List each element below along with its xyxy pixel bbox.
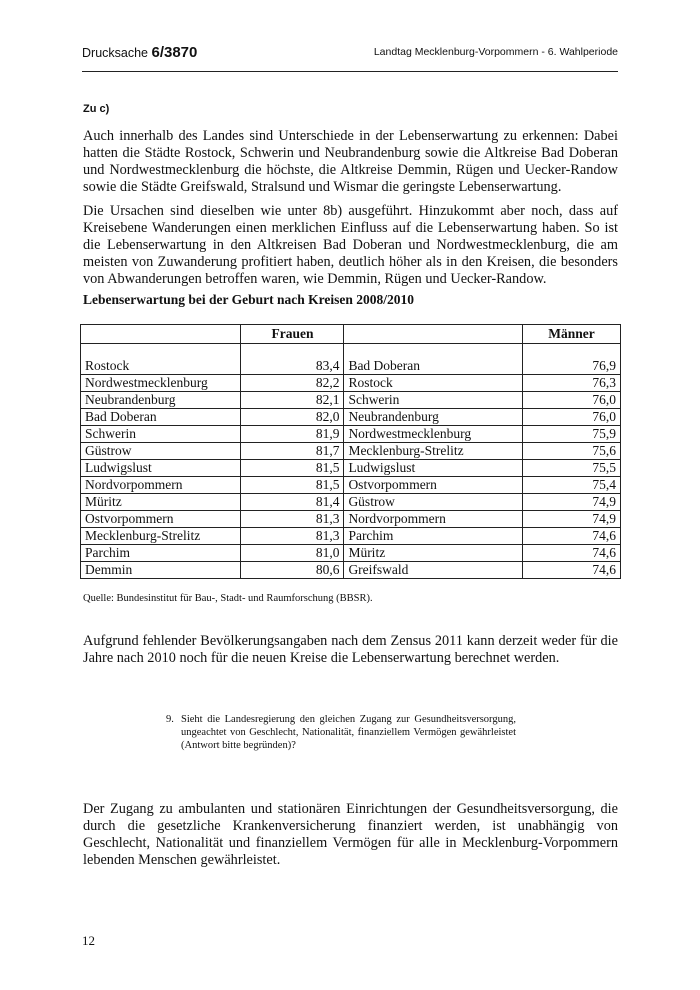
table-row xyxy=(81,358,621,375)
table-row xyxy=(81,477,621,494)
table-spacer-row xyxy=(81,344,621,359)
men-district: Rostock xyxy=(344,375,523,392)
women-district: Nordvorpommern xyxy=(81,477,241,494)
table-row xyxy=(81,409,621,426)
table-row xyxy=(81,460,621,477)
women-district: Mecklenburg-Strelitz xyxy=(81,528,241,545)
table-row xyxy=(81,494,621,511)
men-district: Güstrow xyxy=(344,494,523,511)
men-district: Greifswald xyxy=(344,562,523,579)
page-number: 12 xyxy=(82,933,95,948)
header-rule xyxy=(82,71,618,72)
men-district: Ludwigslust xyxy=(344,460,523,477)
men-value: 74,9 xyxy=(523,511,621,528)
table-row xyxy=(81,375,621,392)
women-district: Parchim xyxy=(81,545,241,562)
table-header-empty xyxy=(81,325,241,344)
men-district: Schwerin xyxy=(344,392,523,409)
women-district: Schwerin xyxy=(81,426,241,443)
table-row xyxy=(81,392,621,409)
men-district: Neubrandenburg xyxy=(344,409,523,426)
men-value: 74,6 xyxy=(523,528,621,545)
section-subheading: Zu c) xyxy=(83,103,110,115)
men-value: 75,9 xyxy=(523,426,621,443)
women-value: 82,2 xyxy=(241,375,344,392)
parliament-title: Landtag Mecklenburg-Vorpommern - 6. Wahlperiode xyxy=(373,46,618,58)
men-district: Mecklenburg-Strelitz xyxy=(344,443,523,460)
men-value: 76,3 xyxy=(523,375,621,392)
men-district: Nordvorpommern xyxy=(344,511,523,528)
table-row xyxy=(81,426,621,443)
table-title: Lebenserwartung bei der Geburt nach Kreisen 2008/2010 xyxy=(83,292,414,307)
question-block xyxy=(166,713,516,752)
women-value: 81,5 xyxy=(241,477,344,494)
women-value: 81,7 xyxy=(241,443,344,460)
women-district: Demmin xyxy=(81,562,241,579)
men-value: 75,5 xyxy=(523,460,621,477)
men-value: 74,9 xyxy=(523,494,621,511)
page-header xyxy=(82,44,618,70)
men-value: 74,6 xyxy=(523,562,621,579)
men-value: 76,0 xyxy=(523,409,621,426)
women-value: 81,4 xyxy=(241,494,344,511)
table-row xyxy=(81,562,621,579)
table-row xyxy=(81,528,621,545)
men-value: 76,0 xyxy=(523,392,621,409)
women-value: 80,6 xyxy=(241,562,344,579)
men-value: 76,9 xyxy=(523,358,621,375)
men-district: Bad Doberan xyxy=(344,358,523,375)
men-district: Müritz xyxy=(344,545,523,562)
table-header-empty xyxy=(344,325,523,344)
document-number-value: 6/3870 xyxy=(151,44,198,61)
men-value: 75,6 xyxy=(523,443,621,460)
document-number xyxy=(82,44,197,61)
answer-paragraph: Der Zugang zu ambulanten und stationären Einrichtungen der Gesundheitsversorgung, die durch die gesetzliche Krankenversicherung finanziert werden, ist unabhängig von Geschlecht, Nationalität und finanziellem Vermögen für alle in Mecklenburg-Vorpommern lebenden Menschen gewährleistet. xyxy=(83,801,618,868)
women-value: 81,9 xyxy=(241,426,344,443)
women-district: Müritz xyxy=(81,494,241,511)
question-number: 9. xyxy=(166,714,174,725)
men-district: Ostvorpommern xyxy=(344,477,523,494)
table-header-men: Männer xyxy=(523,325,621,344)
men-value: 75,4 xyxy=(523,477,621,494)
document-label: Drucksache xyxy=(82,46,148,60)
women-district: Rostock xyxy=(81,358,241,375)
paragraph-regional-differences: Auch innerhalb des Landes sind Unterschiede in der Lebenserwartung zu erkennen: Dabei hatten die Städte Rostock, Schwerin und Neubrandenburg sowie die Altkreise Bad Doberan und Nordwestmecklenburg die höchste, die Altkreise Demmin, Rügen und Uecker-Randow sowie die Städte Greifswald, Stralsund und Wismar die geringste Lebenserwartung. xyxy=(83,128,618,195)
women-district: Ludwigslust xyxy=(81,460,241,477)
women-value: 81,5 xyxy=(241,460,344,477)
women-district: Bad Doberan xyxy=(81,409,241,426)
men-district: Parchim xyxy=(344,528,523,545)
life-expectancy-table xyxy=(80,324,621,579)
table-row xyxy=(81,511,621,528)
women-value: 82,0 xyxy=(241,409,344,426)
men-value: 74,6 xyxy=(523,545,621,562)
women-value: 82,1 xyxy=(241,392,344,409)
table-header-row xyxy=(81,325,621,344)
table-source: Quelle: Bundesinstitut für Bau-, Stadt- und Raumforschung (BBSR). xyxy=(83,593,373,604)
women-district: Neubrandenburg xyxy=(81,392,241,409)
question-text: Sieht die Landesregierung den gleichen Zugang zur Gesundheitsversorgung, ungeachtet von Geschlecht, Nationalität, finanziellem Vermögen gewährleistet (Antwort bitte begründen)? xyxy=(181,714,516,751)
women-district: Nordwestmecklenburg xyxy=(81,375,241,392)
table-row xyxy=(81,545,621,562)
men-district: Nordwestmecklenburg xyxy=(344,426,523,443)
table-header-women: Frauen xyxy=(241,325,344,344)
paragraph-causes: Die Ursachen sind dieselben wie unter 8b) ausgeführt. Hinzukommt aber noch, dass auf Kreisebene Wanderungen einen merklichen Einfluss auf die Lebenserwartung haben. So ist die Lebenserwartung in den Altkreisen Bad Doberan und Nordwestmecklenburg, die am meisten von Zuwanderung profitiert haben, deutlich höher als in den Kreisen, die besonders von Abwanderungen betroffen waren, wie Demmin, Rügen und Uecker-Randow. xyxy=(83,203,618,287)
paragraph-census-note: Aufgrund fehlender Bevölkerungsangaben nach dem Zensus 2011 kann derzeit weder für die Jahre nach 2010 noch für die neuen Kreise die Lebenserwartung berechnet werden. xyxy=(83,633,618,666)
table-row xyxy=(81,443,621,460)
women-district: Güstrow xyxy=(81,443,241,460)
women-value: 81,3 xyxy=(241,528,344,545)
women-value: 83,4 xyxy=(241,358,344,375)
women-value: 81,3 xyxy=(241,511,344,528)
women-district: Ostvorpommern xyxy=(81,511,241,528)
women-value: 81,0 xyxy=(241,545,344,562)
